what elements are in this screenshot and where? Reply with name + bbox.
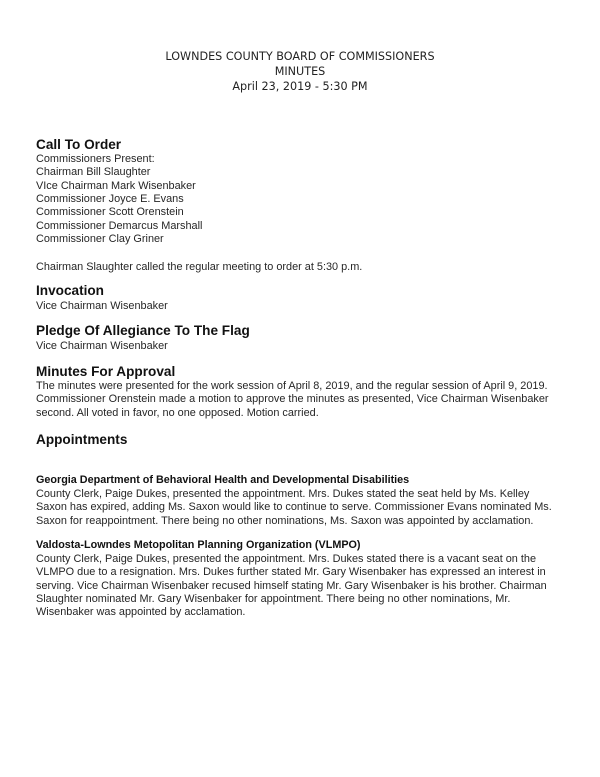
paragraph-line: Saxon has expired, adding Ms. Saxon would like to continue to serve. Commissioner Evans nominated Ms. xyxy=(36,501,552,514)
paragraph-line: County Clerk, Paige Dukes, presented the appointment. Mrs. Dukes stated there is a vacant seat on the xyxy=(36,553,537,565)
section-heading-pledge: Pledge Of Allegiance To The Flag xyxy=(36,323,250,338)
commissioners-present-list xyxy=(36,153,202,246)
section-heading-appointments: Appointments xyxy=(36,432,128,447)
section-heading-call-to-order: Call To Order xyxy=(36,137,122,152)
section-heading-minutes-for-approval: Minutes For Approval xyxy=(36,364,176,379)
appointment-paragraph xyxy=(36,553,547,620)
member: VIce Chairman Mark Wisenbaker xyxy=(36,179,196,192)
document-org-title: LOWNDES COUNTY BOARD OF COMMISSIONERS xyxy=(165,50,435,63)
meeting-date: April 23, 2019 - 5:30 PM xyxy=(232,80,368,93)
member: Chairman Bill Slaughter xyxy=(36,166,151,179)
paragraph-line: VLMPO due to a resignation. Mrs. Dukes further stated Mr. Gary Wisenbaker has expressed an interest in xyxy=(36,566,546,579)
paragraph-line: Wisenbaker was appointed by acclamation. xyxy=(36,606,246,619)
member: Commissioner Demarcus Marshall xyxy=(36,219,203,232)
member: Commissioner Joyce E. Evans xyxy=(36,193,184,206)
paragraph-line: serving. Vice Chairman Wisenbaker recused himself stating Mr. Gary Wisenbaker is his brother. Chairman xyxy=(36,579,547,592)
appointment-title: Valdosta-Lowndes Metopolitan Planning Organization (VLMPO) xyxy=(36,539,361,551)
paragraph-line: second. All voted in favor, no one opposed. Motion carried. xyxy=(36,406,319,419)
paragraph-line: Slaughter nominated Mr. Gary Wisenbaker for appointment. There being no other nominations, Mr. xyxy=(36,593,511,606)
invocation-giver: Vice Chairman Wisenbaker xyxy=(36,300,168,312)
present-label: Commissioners Present: xyxy=(36,153,155,165)
pledge-text xyxy=(36,340,168,353)
paragraph-line: County Clerk, Paige Dukes, presented the appointment. Mrs. Dukes stated the seat held by Ms. Kelley xyxy=(36,488,530,500)
member: Commissioner Scott Orenstein xyxy=(36,206,184,219)
pledge-leader: Vice Chairman Wisenbaker xyxy=(36,340,168,352)
statement-text: Chairman Slaughter called the regular meeting to order at 5:30 p.m. xyxy=(36,261,363,273)
paragraph-line: The minutes were presented for the work session of April 8, 2019, and the regular session of April 9, 2019. xyxy=(36,380,548,392)
call-to-order-statement xyxy=(36,261,362,274)
section-heading-invocation: Invocation xyxy=(36,283,104,298)
appointment-title: Georgia Department of Behavioral Health and Developmental Disabilities xyxy=(36,474,410,486)
paragraph-line: Saxon for reappointment. There being no other nominations, Ms. Saxon was appointed by acclamation. xyxy=(36,514,534,527)
invocation-text xyxy=(36,300,168,313)
document-type: MINUTES xyxy=(274,65,326,78)
appointment-paragraph xyxy=(36,488,552,528)
member: Commissioner Clay Griner xyxy=(36,233,164,246)
minutes-approval-paragraph xyxy=(36,380,549,420)
paragraph-line: Commissioner Orenstein made a motion to approve the minutes as presented, Vice Chairman Wisenbaker xyxy=(36,393,549,406)
